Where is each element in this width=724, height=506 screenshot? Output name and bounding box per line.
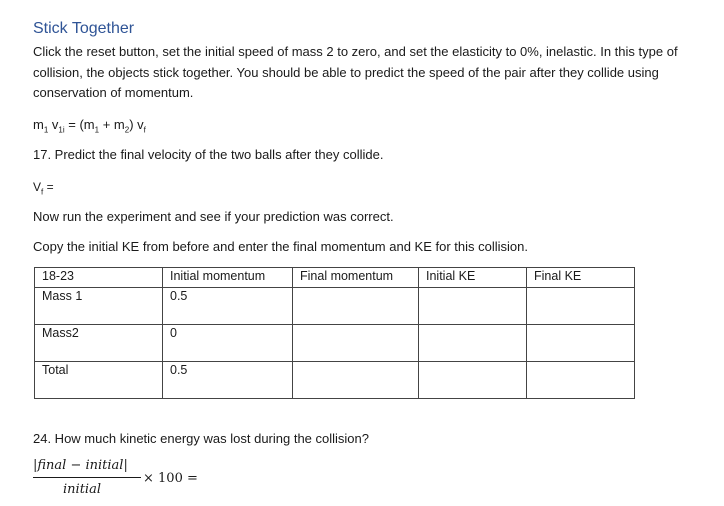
table-cell: Total [35, 362, 163, 399]
table-cell: Mass 1 [35, 288, 163, 325]
table-header-cell: Final momentum [293, 268, 419, 288]
table-cell[interactable]: 0.5 [163, 288, 293, 325]
collision-data-table [34, 267, 635, 399]
table-header-cell: Initial KE [419, 268, 527, 288]
question-24: 24. How much kinetic energy was lost during the collision? [33, 431, 370, 446]
table-cell[interactable]: 0.5 [163, 362, 293, 399]
table-header-cell: 18-23 [35, 268, 163, 288]
fraction-bar [33, 477, 141, 478]
table-cell[interactable] [419, 362, 527, 399]
table-cell[interactable] [293, 288, 419, 325]
table-cell[interactable] [293, 325, 419, 362]
table-row [35, 325, 635, 362]
table-cell[interactable] [419, 325, 527, 362]
table-cell: Mass2 [35, 325, 163, 362]
table-cell[interactable] [527, 325, 635, 362]
table-cell[interactable]: 0 [163, 325, 293, 362]
table-cell[interactable] [527, 288, 635, 325]
table-header-cell: Final KE [527, 268, 635, 288]
table-cell[interactable] [419, 288, 527, 325]
copy-instructions-text: Copy the initial KE from before and enter the final momentum and KE for this collision. [33, 239, 528, 254]
eq-v1i: v [51, 117, 59, 132]
section-heading: Stick Together [33, 20, 135, 37]
table-cell[interactable] [527, 362, 635, 399]
question-17: 17. Predict the final velocity of the two balls after they collide. [33, 147, 384, 162]
times-hundred: × 100 = [143, 471, 198, 486]
table-header-row [35, 268, 635, 288]
table-header-cell: Initial momentum [163, 268, 293, 288]
run-experiment-text: Now run the experiment and see if your prediction was correct. [33, 209, 394, 224]
momentum-equation: $m_1$ $v_{1i} = (m_1 + m_2)$ $v_f$ [33, 117, 146, 135]
fraction-denominator: initial [63, 482, 101, 497]
table-cell[interactable] [293, 362, 419, 399]
table-row [35, 362, 635, 399]
vf-answer-label: $V_f$ = [33, 180, 54, 197]
fraction-numerator: |final − initial| [33, 458, 128, 473]
instructions-paragraph: Click the reset button, set the initial speed of mass 2 to zero, and set the elasticity to 0%, inelastic. In this type of collision, the objects stick together. You should be able to predict the speed of the pair after they collide using conservation of momentum. [33, 44, 678, 100]
table-row [35, 288, 635, 325]
eq-m1: m [33, 117, 44, 132]
